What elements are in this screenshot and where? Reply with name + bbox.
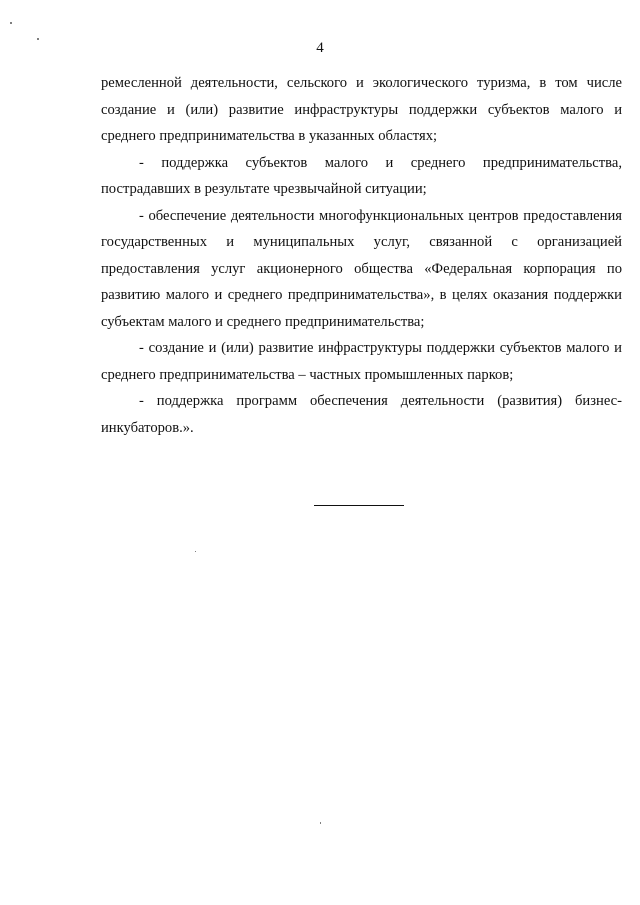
scan-speck — [10, 22, 12, 24]
scan-speck — [195, 551, 196, 552]
document-body — [101, 70, 622, 441]
page-number: 4 — [316, 40, 324, 56]
end-separator-line — [314, 505, 404, 506]
scan-speck — [320, 822, 321, 824]
list-item-support-emergency: - поддержка субъектов малого и среднего предпринимательства, пострадавших в результате чрезвычайной ситуации; — [101, 154, 622, 197]
list-item-mfc-support: - обеспечение деятельности многофункциональных центров предоставления государственных и муниципальных услуг, связанной с организацией предоставления услуг акционерного общества «Федеральная корпорация по развитию малого и среднего предпринимательства», в целях оказания поддержки субъектам малого и среднего предпринимательства; — [101, 207, 622, 330]
list-item-industrial-parks: - создание и (или) развитие инфраструктуры поддержки субъектов малого и среднего предпринимательства – частных промышленных парков; — [101, 340, 622, 383]
paragraph-continuation: ремесленной деятельности, сельского и экологического туризма, в том числе создание и (или) развитие инфраструктуры поддержки субъектов малого и среднего предпринимательства в указанных областях; — [101, 75, 622, 144]
list-item-business-incubators: - поддержка программ обеспечения деятельности (развития) бизнес-инкубаторов.». — [101, 393, 622, 436]
